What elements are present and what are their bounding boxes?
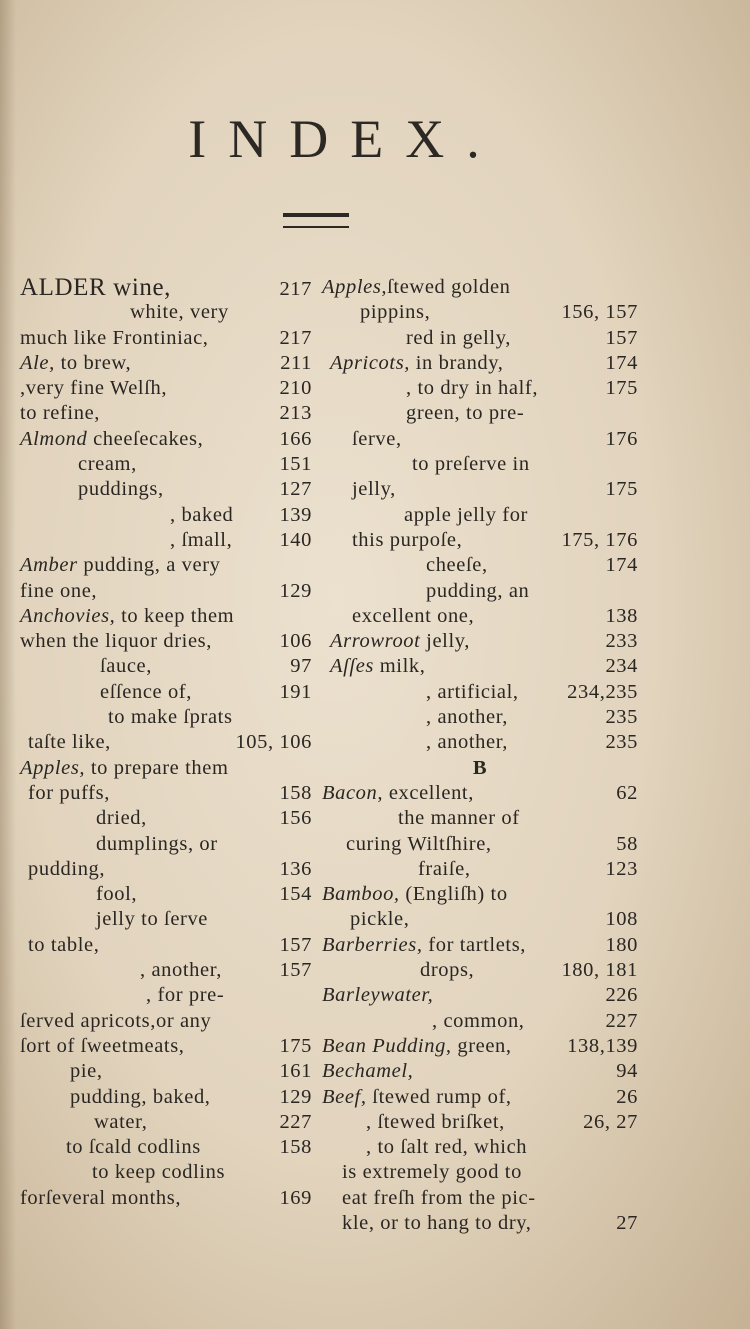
entry-headword: Anchovies, <box>20 604 116 627</box>
entry-page-number: 180, 181 <box>561 959 638 982</box>
entry-text: this purpoſe, <box>352 528 463 551</box>
index-entry <box>20 300 312 325</box>
entry-text: Arrowroot jelly, <box>330 630 471 653</box>
entry-page-number: 175 <box>279 1034 312 1057</box>
entry-text: water, <box>94 1110 148 1133</box>
entry-page-number: 127 <box>279 478 312 501</box>
entry-text: , another, <box>426 706 509 729</box>
index-entry <box>20 427 312 452</box>
index-entry <box>322 781 638 806</box>
entry-headword: Bean Pudding, <box>322 1034 452 1057</box>
entry-page-number: 58 <box>616 832 638 855</box>
entry-page-number: 234 <box>605 655 638 678</box>
index-column-right <box>322 275 638 1236</box>
entry-page-number: 217 <box>279 326 312 349</box>
entry-page-number: 169 <box>279 1186 312 1209</box>
entry-text: excellent one, <box>352 604 475 627</box>
entry-headword: Arrowroot <box>330 630 421 653</box>
entry-text: to ſcald codlins <box>66 1136 201 1159</box>
entry-text: kle, or to hang to dry, <box>342 1211 532 1234</box>
entry-page-number: 139 <box>279 503 312 526</box>
entry-text: , ſtewed briſket, <box>366 1110 505 1133</box>
index-entry <box>322 857 638 882</box>
entry-page-number: 26, 27 <box>583 1110 638 1133</box>
entry-page-number: 227 <box>605 1009 638 1032</box>
entry-page-number: 158 <box>279 1136 312 1159</box>
entry-text <box>322 983 433 1008</box>
entry-headword: Almond <box>20 427 88 450</box>
entry-headword: Ale, <box>20 351 55 374</box>
index-entry <box>322 958 638 983</box>
entry-text: , baked <box>170 503 234 526</box>
entry-page-number: 166 <box>279 427 312 450</box>
entry-text: for puffs, <box>28 781 110 804</box>
index-entry <box>20 806 312 831</box>
entry-text: , common, <box>432 1009 525 1032</box>
section-letter <box>322 756 638 781</box>
index-entry <box>20 781 312 806</box>
index-entry <box>20 553 312 578</box>
index-entry <box>20 933 312 958</box>
entry-text <box>322 1059 413 1084</box>
index-entry <box>322 376 638 401</box>
entry-page-number: 154 <box>279 883 312 906</box>
index-entry <box>322 629 638 654</box>
entry-headword: Amber <box>20 554 78 577</box>
index-entry <box>322 579 638 604</box>
entry-text: curing Wiltſhire, <box>346 832 492 855</box>
entry-page-number: 157 <box>605 326 638 349</box>
index-entry <box>322 528 638 553</box>
entry-text: , ſmall, <box>170 528 233 551</box>
entry-text: Apricots, in brandy, <box>330 351 504 374</box>
entry-headword: Bacon, <box>322 781 384 804</box>
entry-page-number: 213 <box>279 402 312 425</box>
entry-text: pudding, baked, <box>70 1085 211 1108</box>
index-entry <box>20 503 312 528</box>
index-entry <box>20 1160 312 1185</box>
index-entry <box>20 579 312 604</box>
entry-page-number: 106 <box>279 630 312 653</box>
entry-text: Apples,ſtewed golden <box>322 276 511 298</box>
entry-page-number: 226 <box>605 984 638 1007</box>
index-entry <box>322 427 638 452</box>
index-entry <box>322 1110 638 1135</box>
index-entry <box>20 275 312 300</box>
index-entry <box>20 629 312 654</box>
entry-text: ALDER wine, <box>20 274 172 301</box>
entry-page-number: 233 <box>605 630 638 653</box>
entry-text: to preſerve in <box>412 453 530 476</box>
entry-page-number: 26 <box>616 1085 638 1108</box>
entry-page-number: 138,139 <box>567 1034 638 1057</box>
index-entry <box>20 756 312 781</box>
index-entry <box>322 326 638 351</box>
entry-headword: Apples, <box>322 276 388 298</box>
title-rule-thin <box>283 226 349 228</box>
index-entry <box>322 401 638 426</box>
entry-text: dried, <box>96 807 147 830</box>
entry-text: , another, <box>426 731 509 754</box>
entry-text: puddings, <box>78 478 164 501</box>
index-entry <box>20 528 312 553</box>
entry-text: apple jelly for <box>404 503 528 526</box>
entry-text: drops, <box>420 959 475 982</box>
entry-text: Bacon, excellent, <box>322 781 474 804</box>
entry-page-number: 151 <box>279 453 312 476</box>
entry-text: Barberries, for tartlets, <box>322 933 527 956</box>
entry-page-number: 176 <box>605 427 638 450</box>
index-entry <box>322 1135 638 1160</box>
index-entry <box>20 983 312 1008</box>
index-entry <box>20 477 312 502</box>
entry-text: much like Frontiniac, <box>20 326 209 349</box>
index-entry <box>322 1085 638 1110</box>
entry-text: ſort of ſweetmeats, <box>20 1034 185 1057</box>
index-entry <box>20 401 312 426</box>
entry-page-number: 235 <box>605 731 638 754</box>
entry-text: Aſſes milk, <box>330 655 426 678</box>
page-title: INDEX. <box>188 109 502 169</box>
index-entry <box>322 503 638 528</box>
entry-text: Almond cheeſecakes, <box>20 427 204 450</box>
entry-text: Beef, ſtewed rump of, <box>322 1085 512 1108</box>
entry-text: pudding, <box>28 857 106 880</box>
index-column-left <box>20 275 312 1211</box>
index-entry <box>322 654 638 679</box>
entry-page-number: 180 <box>605 933 638 956</box>
entry-text: cream, <box>78 453 137 476</box>
entry-page-number: 108 <box>605 908 638 931</box>
entry-page-number: 129 <box>279 579 312 602</box>
entry-text: ſauce, <box>100 655 152 678</box>
entry-text: B <box>472 756 488 779</box>
entry-text: , to dry in half, <box>406 377 539 400</box>
index-entry <box>322 832 638 857</box>
entry-text: to refine, <box>20 402 100 425</box>
entry-headword: ALDER <box>20 274 107 301</box>
entry-page-number: 234,235 <box>567 680 638 703</box>
index-entry <box>322 882 638 907</box>
index-entry <box>20 1186 312 1211</box>
index-entry <box>322 351 638 376</box>
entry-page-number: 138 <box>605 604 638 627</box>
entry-headword: Barleywater, <box>322 984 434 1007</box>
entry-page-number: 175 <box>605 478 638 501</box>
entry-text: pickle, <box>350 908 410 931</box>
entry-text: Bean Pudding, green, <box>322 1034 512 1057</box>
index-entry <box>20 705 312 730</box>
index-entry <box>322 1009 638 1034</box>
entry-text: Apples, to prepare them <box>20 756 229 779</box>
index-entry <box>20 680 312 705</box>
entry-page-number: 174 <box>605 554 638 577</box>
entry-text: Bamboo, (Engliſh) to <box>322 883 508 906</box>
entry-text: fraiſe, <box>418 857 471 880</box>
index-entry <box>20 654 312 679</box>
entry-text: Ale, to brew, <box>20 351 132 374</box>
entry-page-number: 129 <box>279 1085 312 1108</box>
entry-text: fool, <box>96 883 138 906</box>
entry-text: white, very <box>130 301 229 324</box>
entry-page-number: 140 <box>279 528 312 551</box>
index-entry <box>20 832 312 857</box>
entry-page-number: 62 <box>616 781 638 804</box>
entry-page-number: 157 <box>279 933 312 956</box>
entry-text: Amber pudding, a very <box>20 554 221 577</box>
entry-page-number: 136 <box>279 857 312 880</box>
entry-page-number: 156, 157 <box>561 301 638 324</box>
entry-page-number: 105, 106 <box>235 731 312 754</box>
index-entry <box>20 857 312 882</box>
entry-headword: Bechamel, <box>322 1060 414 1083</box>
entry-page-number: 235 <box>605 706 638 729</box>
entry-page-number: 175, 176 <box>561 528 638 551</box>
entry-text: to table, <box>28 933 100 956</box>
index-entry <box>20 1059 312 1084</box>
entry-page-number: 217 <box>279 278 312 300</box>
index-entry <box>20 1110 312 1135</box>
index-entry <box>20 1135 312 1160</box>
entry-page-number: 191 <box>279 680 312 703</box>
entry-page-number: 227 <box>279 1110 312 1133</box>
entry-page-number: 97 <box>290 655 312 678</box>
entry-headword: Barberries, <box>322 933 423 956</box>
index-entry <box>20 452 312 477</box>
index-entry <box>20 1085 312 1110</box>
entry-text: to keep codlins <box>92 1161 226 1184</box>
entry-page-number: 27 <box>616 1211 638 1234</box>
index-entry <box>322 1160 638 1185</box>
entry-text: , for pre- <box>146 984 225 1007</box>
entry-headword: Apricots, <box>330 351 410 374</box>
index-entry <box>20 351 312 376</box>
index-entry <box>322 806 638 831</box>
entry-text: the manner of <box>398 807 520 830</box>
index-entry <box>322 1059 638 1084</box>
entry-text: , artificial, <box>426 680 519 703</box>
entry-page-number: 158 <box>279 781 312 804</box>
index-entry <box>322 983 638 1008</box>
entry-page-number: 161 <box>279 1060 312 1083</box>
index-entry <box>322 705 638 730</box>
entry-page-number: 123 <box>605 857 638 880</box>
entry-page-number: 174 <box>605 351 638 374</box>
entry-text: pippins, <box>360 301 431 324</box>
entry-page-number: 175 <box>605 377 638 400</box>
entry-page-number: 94 <box>616 1060 638 1083</box>
entry-page-number: 210 <box>279 377 312 400</box>
index-entry <box>322 1034 638 1059</box>
index-entry <box>322 680 638 705</box>
index-entry <box>322 933 638 958</box>
index-entry <box>322 730 638 755</box>
index-entry <box>322 275 638 300</box>
entry-headword: Beef, <box>322 1085 367 1108</box>
entry-text: , another, <box>140 959 223 982</box>
entry-text: ,very fine Welſh, <box>20 377 168 400</box>
index-entry <box>322 604 638 629</box>
index-entry <box>322 477 638 502</box>
title-rule-thick <box>283 213 349 217</box>
entry-text: red in gelly, <box>406 326 511 349</box>
entry-text: to make ſprats <box>108 706 233 729</box>
entry-text: eſſence of, <box>100 680 192 703</box>
entry-page-number: 211 <box>280 351 312 374</box>
entry-text: cheeſe, <box>426 554 488 577</box>
index-entry <box>20 907 312 932</box>
entry-text: eat freſh from the pic- <box>342 1186 536 1209</box>
entry-text: jelly to ſerve <box>96 908 209 931</box>
entry-text: taſte like, <box>28 731 111 754</box>
index-entry <box>20 604 312 629</box>
entry-text: ſerve, <box>352 427 402 450</box>
index-entry <box>20 958 312 983</box>
entry-text: , to ſalt red, which <box>366 1136 528 1159</box>
entry-text: Anchovies, to keep them <box>20 604 235 627</box>
index-entry <box>20 376 312 401</box>
entry-text: when the liquor dries, <box>20 630 212 653</box>
entry-text: pudding, an <box>426 579 530 602</box>
entry-text: jelly, <box>352 478 396 501</box>
index-entry <box>20 730 312 755</box>
index-entry <box>20 326 312 351</box>
index-entry <box>322 1186 638 1211</box>
entry-text: pie, <box>70 1060 103 1083</box>
index-entry <box>20 882 312 907</box>
entry-text: fine one, <box>20 579 98 602</box>
index-entry <box>20 1034 312 1059</box>
entry-headword: Bamboo, <box>322 883 400 906</box>
index-entry <box>322 907 638 932</box>
entry-text: is extremely good to <box>342 1161 522 1184</box>
entry-text: ſerved apricots,or any <box>20 1009 212 1032</box>
entry-text: green, to pre- <box>406 402 525 425</box>
entry-page-number: 156 <box>279 807 312 830</box>
entry-text: forſeveral months, <box>20 1186 182 1209</box>
index-entry <box>322 300 638 325</box>
entry-headword: Aſſes <box>330 655 374 678</box>
entry-headword: Apples, <box>20 756 86 779</box>
index-entry <box>322 452 638 477</box>
entry-page-number: 157 <box>279 959 312 982</box>
index-entry <box>322 553 638 578</box>
index-entry <box>20 1009 312 1034</box>
entry-text: dumplings, or <box>96 832 218 855</box>
index-entry <box>322 1211 638 1236</box>
